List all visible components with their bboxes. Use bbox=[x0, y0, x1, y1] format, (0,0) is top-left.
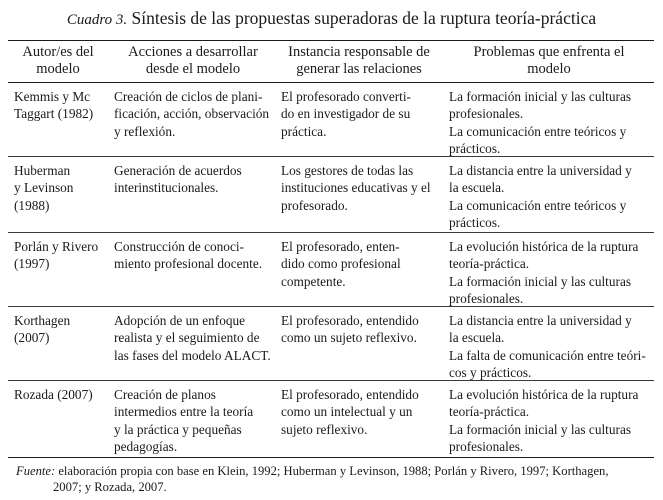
cell-line: El profesorado, entendido bbox=[281, 313, 419, 328]
cell-line: prácticos. bbox=[449, 141, 501, 157]
header-problems bbox=[446, 44, 652, 78]
header-author bbox=[8, 44, 108, 78]
table-row bbox=[8, 82, 654, 156]
header-problems-line1: Problemas que enfrenta el bbox=[473, 44, 625, 60]
cell-line: do en investigador de su bbox=[281, 106, 411, 122]
cell-actions bbox=[114, 238, 274, 273]
cell-line: y la práctica y pequeñas bbox=[114, 421, 242, 437]
cell-author bbox=[14, 162, 106, 214]
cell-actions bbox=[114, 162, 274, 197]
cell-line: Korthagen bbox=[14, 313, 71, 328]
cell-line: competente. bbox=[281, 273, 346, 289]
cell-line: (1997) bbox=[14, 256, 50, 272]
cell-actions bbox=[114, 312, 274, 364]
cell-line: intermedios entre la teoría bbox=[114, 404, 254, 420]
table-row bbox=[8, 380, 654, 457]
cell-author bbox=[14, 386, 106, 403]
cell-line: Generación de acuerdos bbox=[114, 163, 242, 178]
cell-line: teoría-práctica. bbox=[449, 256, 530, 272]
header-instance-line1: Instancia responsable de bbox=[288, 44, 430, 60]
cell-line: y reflexión. bbox=[114, 123, 176, 139]
header-author-line2: modelo bbox=[36, 61, 80, 77]
cell-line: sujeto reflexivo. bbox=[281, 421, 368, 437]
table-row bbox=[8, 232, 654, 306]
cell-line: las fases del modelo ALACT. bbox=[114, 347, 271, 363]
table-row bbox=[8, 156, 654, 232]
bottom-rule bbox=[8, 457, 654, 458]
cell-line: miento profesional docente. bbox=[114, 256, 263, 272]
cell-line: ficación, acción, observación bbox=[114, 106, 270, 122]
cell-line: Taggart (1982) bbox=[14, 106, 94, 122]
caption-label: Cuadro 3. bbox=[66, 12, 128, 28]
cell-line: Huberman bbox=[14, 163, 71, 178]
cell-line: Porlán y Rivero bbox=[14, 239, 99, 254]
cell-line: La evolución histórica de la ruptura bbox=[449, 387, 639, 402]
cell-author bbox=[14, 312, 106, 347]
top-rule bbox=[8, 40, 654, 41]
cell-line: prácticos. bbox=[449, 215, 501, 231]
cell-instance bbox=[281, 312, 441, 347]
cell-line: realista y el seguimiento de bbox=[114, 330, 260, 346]
header-author-line1: Autor/es del bbox=[22, 44, 94, 60]
cell-line: la escuela. bbox=[449, 180, 505, 196]
cell-actions bbox=[114, 88, 274, 140]
cell-line: La formación inicial y las culturas bbox=[449, 421, 632, 437]
cell-line: profesionales. bbox=[449, 291, 524, 307]
cell-line: La comunicación entre teóricos y bbox=[449, 123, 627, 139]
cell-instance bbox=[281, 162, 441, 214]
cell-line: Kemmis y Mc bbox=[14, 89, 91, 104]
cell-line: La formación inicial y las culturas bbox=[449, 273, 632, 289]
source-text-line1: elaboración propia con base en Klein, 1992; Huberman y Levinson, 1988; Porlán y Rivero, 1997; Korthagen, bbox=[58, 464, 609, 478]
cell-line: instituciones educativas y el bbox=[281, 180, 431, 196]
cell-line: teoría-práctica. bbox=[449, 404, 530, 420]
cell-line: interinstitucionales. bbox=[114, 180, 219, 196]
cell-problems bbox=[449, 386, 652, 456]
cell-line: práctica. bbox=[281, 123, 327, 139]
cell-instance bbox=[281, 88, 441, 140]
source-label: Fuente: bbox=[16, 464, 56, 478]
cell-line: profesionales. bbox=[449, 106, 524, 122]
cell-line: Creación de ciclos de plani- bbox=[114, 89, 263, 104]
cell-line: La comunicación entre teóricos y bbox=[449, 197, 627, 213]
cell-problems bbox=[449, 238, 652, 308]
cell-line: La distancia entre la universidad y bbox=[449, 313, 632, 328]
source-note bbox=[16, 463, 652, 495]
cell-line: la escuela. bbox=[449, 330, 505, 346]
table-row bbox=[8, 306, 654, 380]
cell-line: Creación de planos bbox=[114, 387, 216, 402]
caption-title: Síntesis de las propuestas superadoras de la ruptura teoría-práctica bbox=[131, 8, 597, 28]
cell-instance bbox=[281, 238, 441, 290]
header-instance-line2: generar las relaciones bbox=[296, 61, 422, 77]
cell-line: Los gestores de todas las bbox=[281, 163, 414, 178]
cell-line: La distancia entre la universidad y bbox=[449, 163, 632, 178]
cell-instance bbox=[281, 386, 441, 438]
table-caption bbox=[0, 8, 663, 29]
cell-actions bbox=[114, 386, 274, 456]
header-actions-line1: Acciones a desarrollar bbox=[128, 44, 258, 60]
header-actions bbox=[112, 44, 274, 78]
cell-line: y Levinson bbox=[14, 180, 74, 196]
cell-problems bbox=[449, 312, 652, 382]
cell-line: La falta de comunicación entre teóri- bbox=[449, 347, 646, 363]
cell-line: cos y prácticos. bbox=[449, 365, 532, 381]
cell-line: como un intelectual y un bbox=[281, 404, 413, 420]
header-problems-line2: modelo bbox=[527, 61, 571, 77]
cell-line: El profesorado converti- bbox=[281, 89, 411, 104]
cell-line: como un sujeto reflexivo. bbox=[281, 330, 417, 346]
cell-line: (1988) bbox=[14, 197, 50, 213]
cell-line: El profesorado, entendido bbox=[281, 387, 419, 402]
cell-line: profesorado. bbox=[281, 197, 348, 213]
cell-line: La evolución histórica de la ruptura bbox=[449, 239, 639, 254]
header-actions-line2: desde el modelo bbox=[145, 61, 241, 77]
cell-line: dido como profesional bbox=[281, 256, 401, 272]
cell-line: pedagogías. bbox=[114, 439, 178, 455]
cell-line: Construcción de conoci- bbox=[114, 239, 244, 254]
cell-line: La formación inicial y las culturas bbox=[449, 89, 632, 104]
cell-line: (2007) bbox=[14, 330, 50, 346]
cell-line: profesionales. bbox=[449, 439, 524, 455]
cell-author bbox=[14, 88, 106, 123]
cell-line: Adopción de un enfoque bbox=[114, 313, 246, 328]
cell-line: Rozada (2007) bbox=[14, 387, 93, 402]
cell-problems bbox=[449, 162, 652, 232]
source-text-line2: 2007; y Rozada, 2007. bbox=[53, 480, 167, 494]
cell-problems bbox=[449, 88, 652, 158]
cell-line: El profesorado, enten- bbox=[281, 239, 400, 254]
header-instance bbox=[278, 44, 440, 78]
cell-author bbox=[14, 238, 106, 273]
